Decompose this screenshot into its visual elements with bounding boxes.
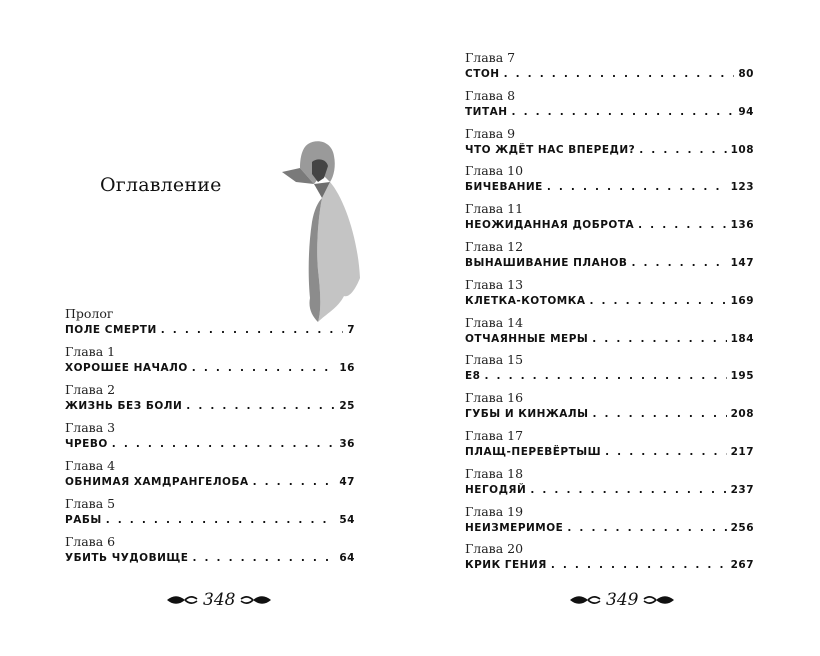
hooded-cloak-icon (278, 138, 364, 328)
page-number: 195 (730, 370, 754, 383)
toc-entry[interactable] (465, 466, 754, 504)
toc-entry[interactable] (465, 163, 754, 201)
chapter-label: Пролог (65, 306, 114, 321)
dot-leader (192, 360, 336, 377)
ornament-right-icon (239, 593, 273, 607)
dot-leader (639, 142, 726, 159)
chapter-label: Глава 17 (465, 427, 524, 443)
chapter-title: НЕОЖИДАННАЯ ДОБРОТА (465, 219, 635, 232)
page-number: 184 (730, 332, 754, 345)
page-number: 136 (730, 219, 754, 232)
page-number: 94 (738, 105, 754, 118)
dot-leader (551, 557, 727, 574)
toc-entry[interactable] (465, 201, 754, 239)
chapter-title: ХОРОШЕЕ НАЧАЛО (65, 362, 188, 374)
dot-leader (567, 520, 726, 537)
toc-list (65, 306, 355, 572)
toc-entry[interactable] (65, 458, 355, 496)
chapter-title: ОБНИМАЯ ХАМДРАНГЕЛОБА (65, 476, 249, 488)
chapter-label: Глава 1 (65, 344, 116, 359)
dot-leader (638, 217, 726, 234)
page-folio (568, 590, 676, 610)
page-number: 256 (730, 521, 754, 534)
dot-leader (593, 406, 727, 423)
dot-leader (605, 444, 726, 461)
toc-entry[interactable] (465, 50, 754, 88)
dot-leader (106, 512, 336, 529)
chapter-title: СТОН (465, 68, 500, 80)
ornament-left-icon (568, 593, 602, 607)
chapter-title: ПЛАЩ-ПЕРЕВЁРТЫШ (465, 445, 602, 458)
toc-entry[interactable] (465, 315, 754, 353)
right-page (410, 0, 820, 656)
chapter-title: ЧРЕВО (65, 438, 108, 450)
chapter-label: Глава 3 (65, 420, 116, 435)
chapter-label: Глава 12 (465, 238, 524, 254)
dot-leader (589, 293, 726, 310)
ornament-right-icon (642, 593, 676, 607)
page-number: 169 (730, 294, 754, 307)
chapter-label: Глава 15 (465, 352, 524, 368)
toc-entry[interactable] (465, 352, 754, 390)
chapter-label: Глава 19 (465, 503, 524, 519)
dot-leader (631, 255, 726, 272)
chapter-title: ЧТО ЖДЁТ НАС ВПЕРЕДИ? (465, 143, 636, 156)
chapter-title: ТИТАН (465, 105, 508, 118)
chapter-title: КЛЕТКА-КОТОМКА (465, 294, 586, 307)
chapter-title: Е8 (465, 370, 481, 383)
chapter-title: РАБЫ (65, 514, 102, 526)
chapter-label: Глава 11 (465, 201, 524, 217)
page-number: 80 (738, 68, 754, 80)
chapter-title: БИЧЕВАНИЕ (465, 181, 543, 194)
chapter-label: Глава 14 (465, 314, 524, 330)
folio-number: 349 (606, 590, 639, 610)
chapter-label: Глава 13 (465, 276, 524, 292)
chapter-title: ПОЛЕ СМЕРТИ (65, 324, 157, 336)
chapter-title: ВЫНАШИВАНИЕ ПЛАНОВ (465, 256, 628, 269)
toc-entry[interactable] (65, 496, 355, 534)
toc-entry[interactable] (465, 239, 754, 277)
page-number: 25 (339, 400, 355, 412)
page-number: 237 (730, 483, 754, 496)
chapter-label: Глава 5 (65, 496, 116, 511)
chapter-title: КРИК ГЕНИЯ (465, 559, 547, 572)
chapter-title: НЕИЗМЕРИМОЕ (465, 521, 564, 534)
toc-entry[interactable] (65, 344, 355, 382)
dot-leader (112, 436, 336, 453)
chapter-title: ОТЧАЯННЫЕ МЕРЫ (465, 332, 589, 345)
page-folio (165, 590, 273, 610)
chapter-label: Глава 20 (465, 541, 524, 557)
chapter-label: Глава 2 (65, 382, 116, 397)
page-number: 64 (339, 552, 355, 564)
toc-entry[interactable] (465, 504, 754, 542)
page-number: 16 (339, 362, 355, 374)
toc-entry[interactable] (465, 126, 754, 164)
dot-leader (253, 474, 336, 491)
toc-entry[interactable] (465, 277, 754, 315)
toc-entry[interactable] (465, 428, 754, 466)
chapter-label: Глава 6 (65, 534, 116, 549)
page-number: 147 (730, 256, 754, 269)
dot-leader (512, 104, 735, 121)
page-number: 267 (730, 559, 754, 572)
toc-entry[interactable] (65, 306, 355, 344)
page-number: 47 (339, 476, 355, 488)
ornament-left-icon (165, 593, 199, 607)
toc-entry[interactable] (65, 534, 355, 572)
page-number: 7 (347, 324, 355, 336)
toc-entry[interactable] (65, 382, 355, 420)
toc-list (465, 50, 754, 579)
dot-leader (186, 398, 335, 415)
chapter-label: Глава 9 (465, 125, 516, 141)
chapter-label: Глава 18 (465, 465, 524, 481)
toc-entry[interactable] (465, 390, 754, 428)
dot-leader (547, 179, 727, 196)
page-number: 208 (730, 408, 754, 421)
toc-title: Оглавление (100, 174, 222, 196)
chapter-label: Глава 8 (465, 87, 516, 103)
page-number: 217 (730, 445, 754, 458)
folio-number: 348 (203, 590, 236, 610)
page-number: 123 (730, 181, 754, 194)
toc-entry[interactable] (465, 88, 754, 126)
dot-leader (530, 482, 726, 499)
chapter-label: Глава 7 (465, 50, 516, 65)
dot-leader (592, 331, 726, 348)
page-number: 36 (339, 438, 355, 450)
chapter-label: Глава 10 (465, 163, 524, 179)
page-number: 108 (730, 143, 754, 156)
chapter-title: НЕГОДЯЙ (465, 483, 527, 496)
page-number: 54 (339, 514, 355, 526)
dot-leader (504, 66, 735, 83)
dot-leader (484, 368, 726, 385)
chapter-label: Глава 16 (465, 390, 524, 406)
toc-entry[interactable] (465, 541, 754, 579)
chapter-label: Глава 4 (65, 458, 116, 473)
chapter-title: УБИТЬ ЧУДОВИЩЕ (65, 552, 189, 564)
dot-leader (161, 322, 343, 339)
chapter-title: ЖИЗНЬ БЕЗ БОЛИ (65, 400, 183, 412)
chapter-title: ГУБЫ И КИНЖАЛЫ (465, 408, 589, 421)
dot-leader (192, 550, 335, 567)
toc-entry[interactable] (65, 420, 355, 458)
